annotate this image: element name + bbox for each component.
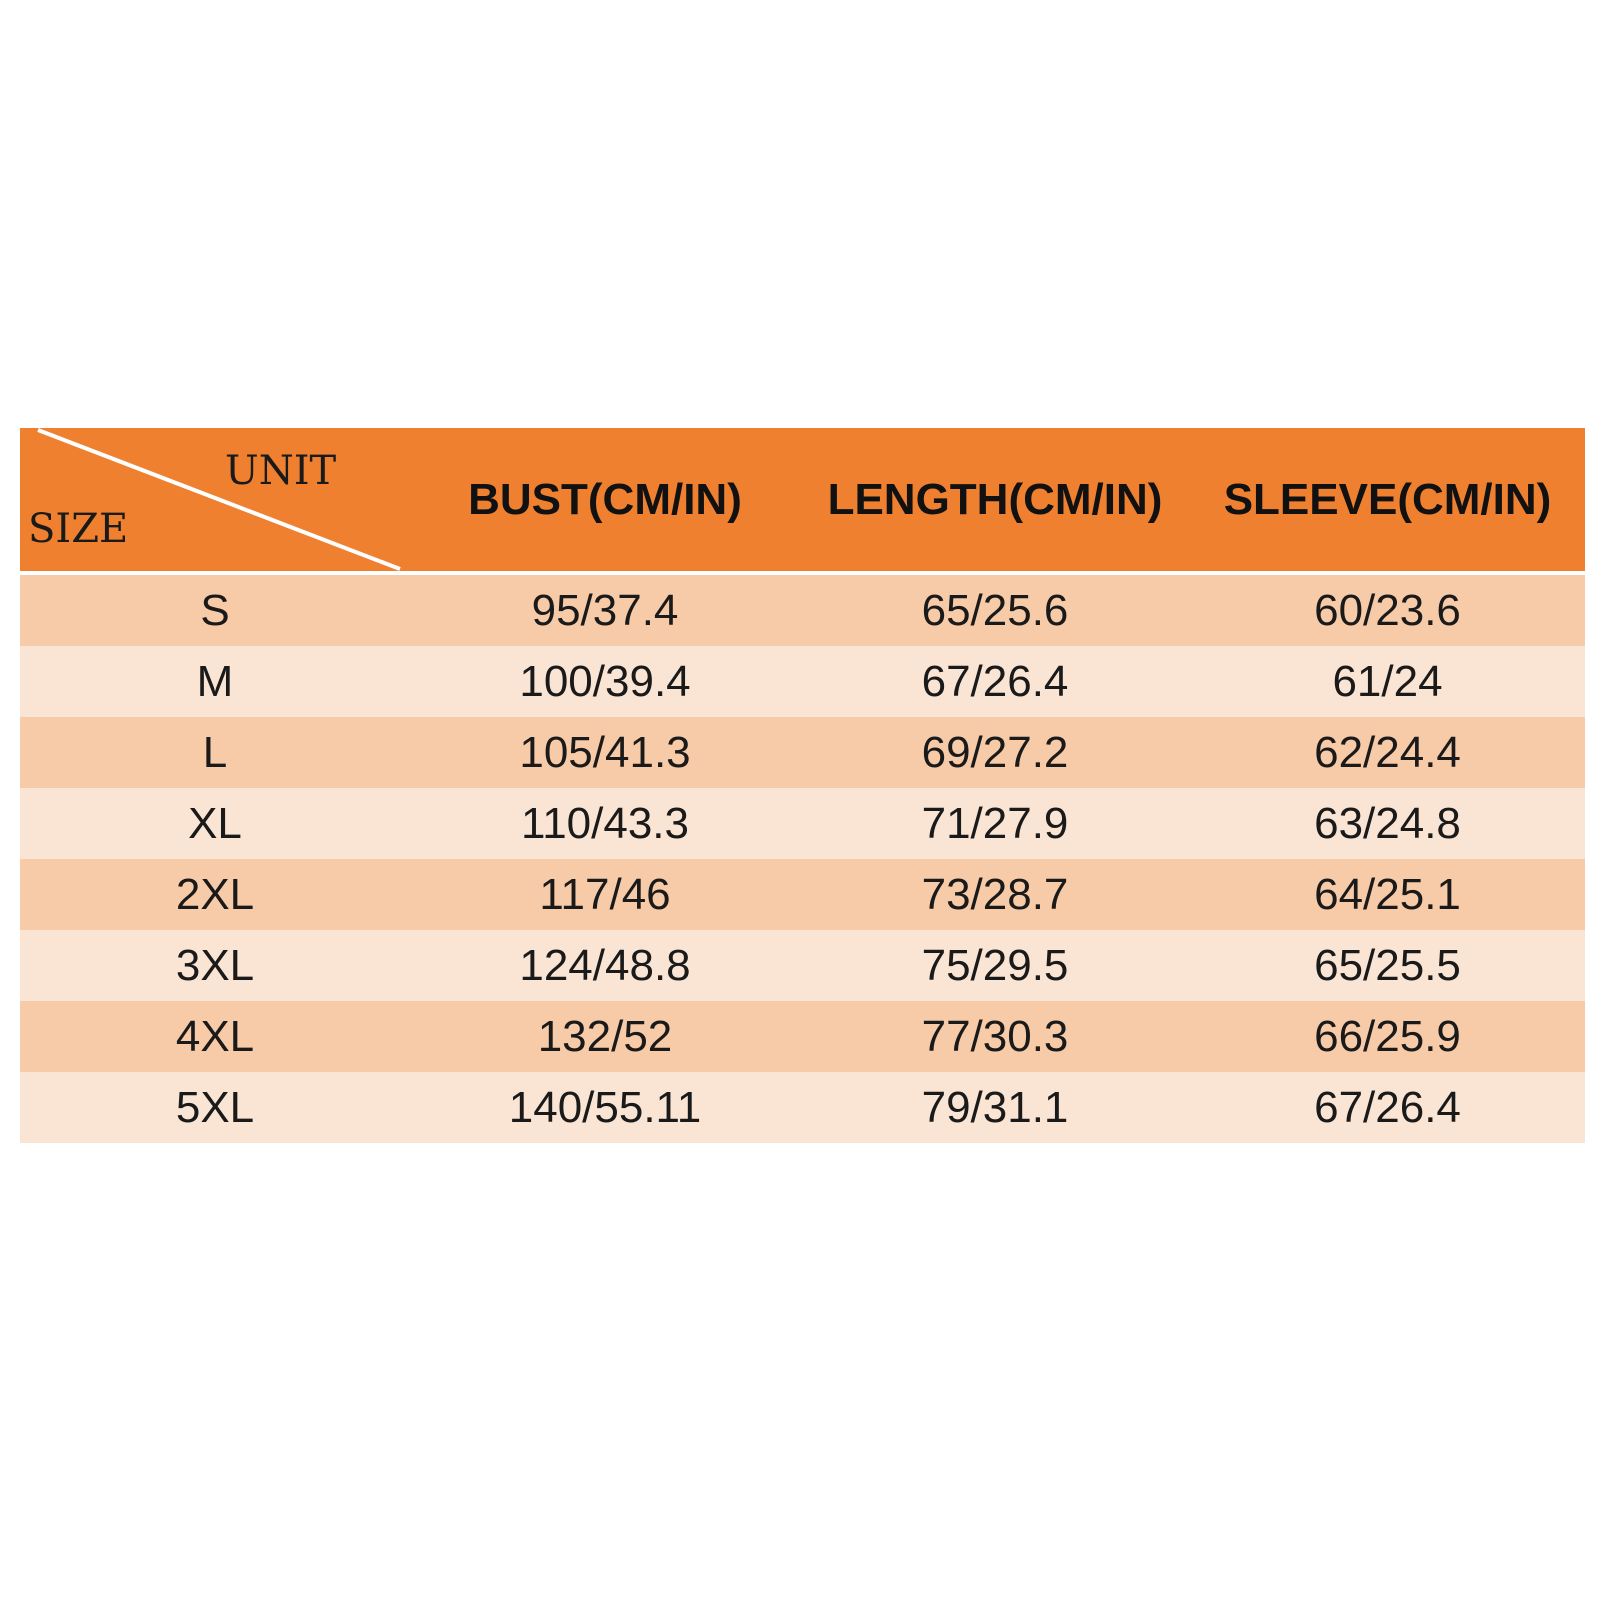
- bust-cell: 124/48.8: [519, 941, 691, 990]
- size-cell: 2XL: [175, 870, 255, 919]
- sleeve-cell: 65/25.5: [1314, 941, 1461, 990]
- size-cell: S: [200, 586, 230, 635]
- unit-label: UNIT: [225, 448, 337, 494]
- length-cell: 79/31.1: [921, 1083, 1069, 1132]
- table-row: [20, 1072, 1585, 1143]
- size-cell: XL: [188, 799, 242, 848]
- bust-cell: 105/41.3: [519, 728, 691, 777]
- length-cell: 75/29.5: [921, 941, 1069, 990]
- size-cell: L: [202, 728, 228, 777]
- length-cell: 71/27.9: [921, 799, 1069, 848]
- sleeve-cell: 63/24.8: [1314, 799, 1461, 848]
- table-row: [20, 575, 1585, 646]
- bust-cell: 117/46: [539, 870, 671, 919]
- corner-cell: [20, 428, 410, 571]
- column-header-bust: BUST(CM/IN): [468, 475, 742, 524]
- size-cell: 4XL: [175, 1012, 255, 1061]
- sleeve-cell: 67/26.4: [1314, 1083, 1461, 1132]
- length-cell: 67/26.4: [921, 657, 1069, 706]
- size-cell: 5XL: [175, 1083, 255, 1132]
- bust-cell: 140/55.11: [508, 1083, 702, 1132]
- size-label: SIZE: [28, 506, 129, 552]
- bust-cell: 110/43.3: [520, 799, 689, 848]
- table-row: [20, 859, 1585, 930]
- sleeve-cell: 66/25.9: [1314, 1012, 1461, 1061]
- bust-cell: 95/37.4: [531, 586, 679, 635]
- table-row: [20, 1001, 1585, 1072]
- table-row: [20, 930, 1585, 1001]
- sleeve-cell: 60/23.6: [1314, 586, 1461, 635]
- table-row: [20, 717, 1585, 788]
- size-chart-table: [20, 428, 1585, 1143]
- column-header-length: LENGTH(CM/IN): [827, 475, 1163, 524]
- length-cell: 69/27.2: [921, 728, 1069, 777]
- column-header-sleeve: SLEEVE(CM/IN): [1223, 475, 1552, 524]
- size-cell: 3XL: [175, 941, 255, 990]
- length-cell: 73/28.7: [921, 870, 1069, 919]
- table-row: [20, 646, 1585, 717]
- table-header: [20, 428, 1585, 571]
- sleeve-cell: 61/24: [1332, 657, 1443, 706]
- bust-cell: 100/39.4: [519, 657, 691, 706]
- sleeve-cell: 64/25.1: [1314, 870, 1461, 919]
- bust-cell: 132/52: [537, 1012, 673, 1061]
- length-cell: 77/30.3: [921, 1012, 1069, 1061]
- length-cell: 65/25.6: [921, 586, 1069, 635]
- table-row: [20, 788, 1585, 859]
- sleeve-cell: 62/24.4: [1314, 728, 1461, 777]
- size-cell: M: [196, 657, 234, 706]
